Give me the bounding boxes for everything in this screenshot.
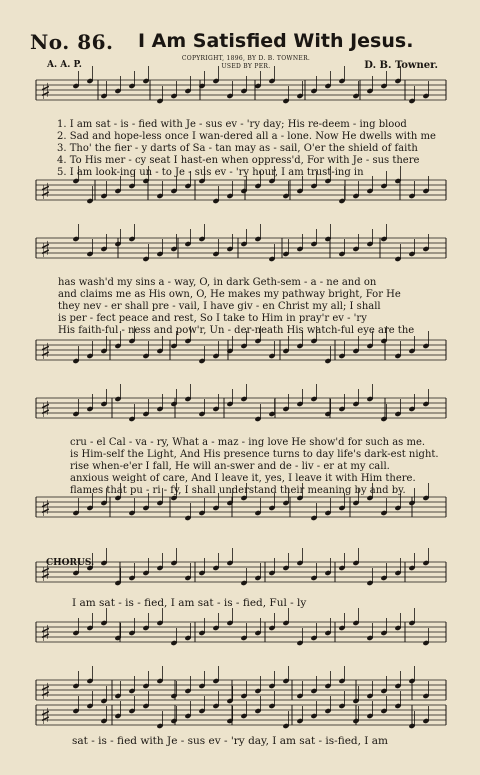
lyric-line: 4. To His mer - cy seat I hast-en when oppress'd, For with Je - sus there (57, 155, 420, 166)
clef-icon: ♯ (40, 705, 51, 730)
copyright-line: COPYRIGHT, 1896, BY D. B. TOWNER. (181, 55, 311, 62)
lyric-line: 3. Tho' the fier - y darts of Sa - tan may as - sail, O'er the shield of faith (57, 143, 418, 154)
clef-icon: ♯ (40, 238, 51, 263)
lyric-line: 2. Sad and hope-less once I wan-dered all a - lone. Now He dwells with me (57, 131, 436, 142)
lyric-line: His faith-ful - ness and pow'r, Un - der-neath His watch-ful eye are the (58, 325, 415, 336)
lyric-line: they nev - er shall pre - vail, I have giv - en Christ my all; I shall (58, 301, 381, 312)
lyric-line: anxious weight of care, And I leave it, yes, I leave it with Him there. (70, 473, 416, 484)
verse-lyrics-system-1 (57, 119, 436, 179)
lyric-line: flames that pu - ri - fy, I shall understand their meaning by and by. (70, 485, 406, 496)
clef-icon: ♯ (40, 497, 51, 522)
lyric-line: 5. I am look-ing un - to Je - sus ev - 'ry hour, I am trust-ing in (57, 167, 364, 178)
clef-icon: ♯ (40, 180, 51, 205)
chorus-lyrics-line-2 (72, 735, 388, 747)
lyric-line: sat - is - fied with Je - sus ev - 'ry day, I am sat - is-fied, I am (72, 735, 389, 747)
composer-credit: D. B. Towner. (364, 60, 438, 71)
clef-icon: ♯ (40, 80, 51, 105)
lyric-line: I am sat - is - fied, I am sat - is - fied, Ful - ly (72, 597, 307, 609)
clef-icon: ♯ (40, 562, 51, 587)
verse-lyrics-system-2 (58, 277, 414, 337)
lyric-line: cru - el Cal - va - ry, What a - maz - ing love He show'd for such as me. (70, 437, 426, 448)
lyricist-credit: A. A. P. (47, 60, 82, 70)
chorus-lyrics-line-1 (72, 597, 306, 609)
clef-icon: ♯ (40, 340, 51, 365)
lyric-line: is per - fect peace and rest, So I take to Him in pray'r ev - 'ry (58, 313, 367, 324)
hymn-title: I Am Satisfied With Jesus. (138, 30, 414, 52)
lyric-line: and claims me as His own, O, He makes my pathway bright, For He (58, 289, 401, 300)
lyric-line: 1. I am sat - is - fied with Je - sus ev - 'ry day; His re-deem - ing blood (57, 119, 407, 130)
lyric-line: rise when-e'er I fall, He will an-swer and de - liv - er at my call. (70, 461, 390, 472)
clef-icon: ♯ (40, 398, 51, 423)
clef-icon: ♯ (40, 622, 51, 647)
hymn-number: No. 86. (30, 30, 114, 54)
clef-icon: ♯ (40, 680, 51, 705)
copyright-line: USED BY PER. (221, 63, 271, 70)
lyric-line: is Him-self the Light, And His presence turns to day life's dark-est night. (70, 449, 439, 460)
verse-lyrics-system-3 (70, 437, 439, 497)
chorus-label: CHORUS. (46, 558, 95, 568)
lyric-line: has wash'd my sins a - way, O, in dark Geth-sem - a - ne and on (58, 277, 377, 288)
